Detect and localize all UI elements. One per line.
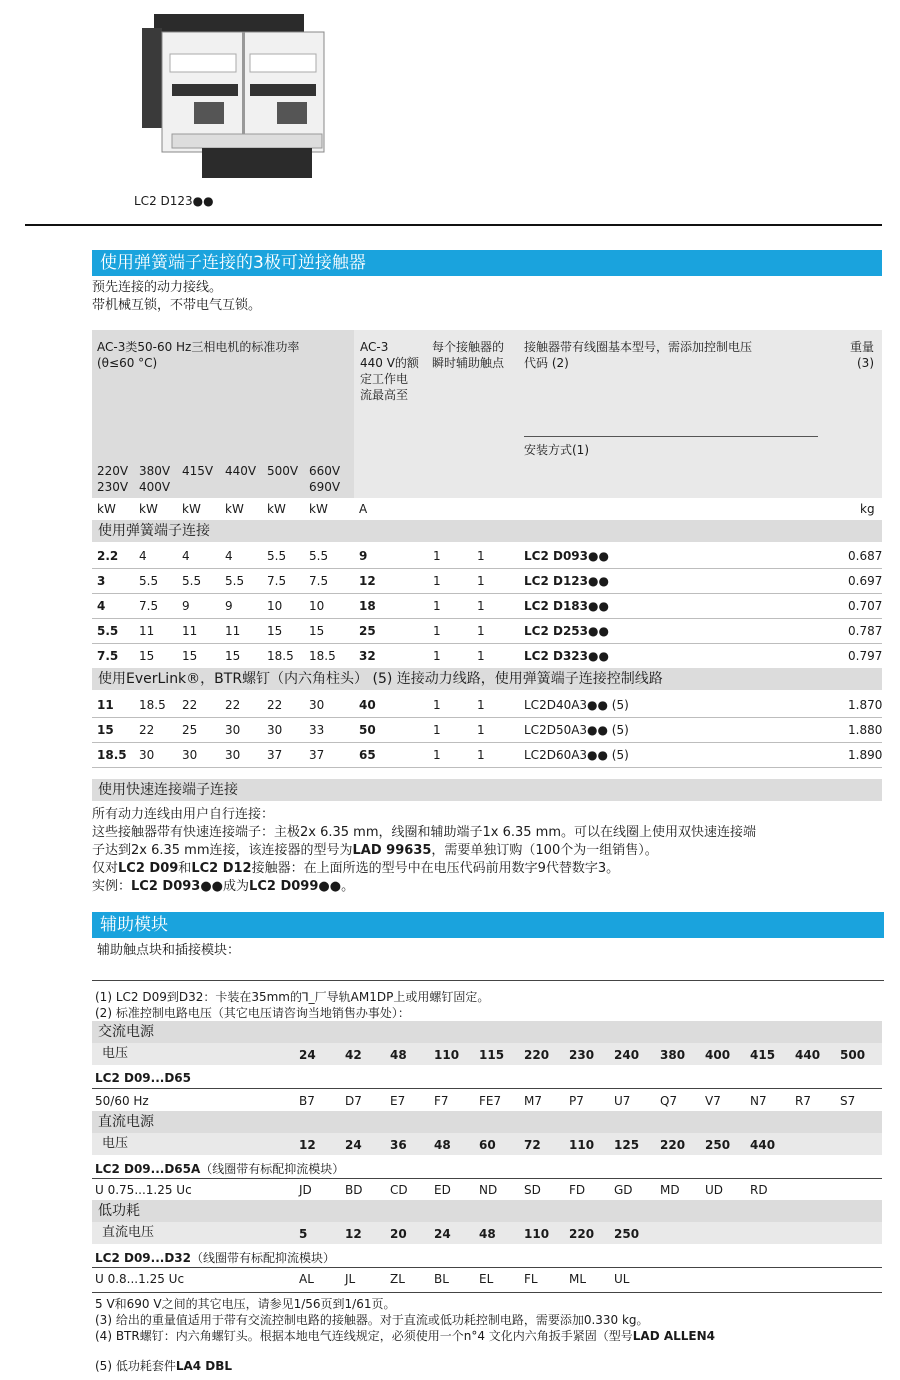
contactor-product-image [132,14,332,182]
voltage-value: 220 [524,1048,550,1062]
voltage-code: Q7 [660,1094,678,1108]
voltage-value: 5 [299,1227,308,1241]
aux-contact-cell: 1 [477,748,485,762]
power-cell: 7.5 [139,599,159,613]
volt-bottom: 400V [139,480,171,494]
volt-top: 660V [309,464,341,478]
power-cell: 11 [182,624,198,638]
aux-contact-cell: 1 [477,624,485,638]
table-row [92,543,882,569]
weight-cell: 0.697 [848,574,883,588]
header-weight-2: (3) [857,356,874,370]
current-cell: 32 [359,649,376,663]
weight-cell: 0.787 [848,624,883,638]
power-cell: 4 [225,549,233,563]
voltage-value: 240 [614,1048,640,1062]
volt-bottom: 690V [309,480,341,494]
voltage-value: 250 [705,1138,731,1152]
power-cell: 25 [182,723,198,737]
footnote-5: (5) 低功耗套件LA4 DBL [95,1359,233,1373]
current-cell: 50 [359,723,376,737]
voltage-code: GD [614,1183,633,1197]
dc-u-range: U 0.75...1.25 Uc [95,1183,192,1197]
aux-contact-cell: 1 [433,748,441,762]
volt-top: 500V [267,464,299,478]
header-weight-1: 重量 [850,340,875,354]
current-cell: 25 [359,624,376,638]
weight-cell: 1.870 [848,698,883,712]
voltage-code: U7 [614,1094,631,1108]
voltage-value: 440 [750,1138,776,1152]
units-row [92,498,882,520]
rule [92,1178,882,1179]
voltage-code: FL [524,1272,538,1286]
power-cell: 3 [97,574,106,588]
weight-cell: 0.797 [848,649,883,663]
voltage-value: 110 [524,1227,550,1241]
voltage-value: 500 [840,1048,866,1062]
power-cell: 2.2 [97,549,119,563]
power-cell: 11 [225,624,241,638]
note-2: (2) 标准控制电路电压（其它电压请咨询当地销售办事处）： [95,1006,410,1020]
quick-line-2: 这些接触器带有快速连接端子：主极2x 6.35 mm，线圈和辅助端子1x 6.35 mm。可以在线圈上使用双快速连接端 [92,825,757,840]
voltage-code: V7 [705,1094,721,1108]
aux-contact-cell: 1 [477,698,485,712]
power-cell: 9 [182,599,190,613]
voltage-code: RD [750,1183,768,1197]
voltage-value: 24 [345,1138,362,1152]
voltage-value: 48 [479,1227,496,1241]
volt-top: 380V [139,464,171,478]
voltage-value: 125 [614,1138,640,1152]
power-cell: 11 [139,624,155,638]
voltage-value: 12 [299,1138,316,1152]
reference-cell: LC2D50A3●● (5) [524,723,629,737]
power-cell: 22 [267,698,283,712]
voltage-code: BL [434,1272,449,1286]
power-cell: 18.5 [267,649,294,663]
power-cell: 5.5 [182,574,202,588]
rule [92,1267,882,1268]
aux-title-bar: 辅助模块 [92,912,884,938]
voltage-code: E7 [390,1094,406,1108]
voltage-value: 36 [390,1138,407,1152]
voltage-code: ML [569,1272,587,1286]
voltage-code: SD [524,1183,541,1197]
table-row [92,742,882,768]
voltage-value: 250 [614,1227,640,1241]
volt-top: 220V [97,464,129,478]
header-aux-1: 每个接触器的 [432,340,505,354]
section-desc-1: 预先连接的动力接线。 [92,280,223,295]
power-cell: 22 [182,698,198,712]
header-power-temp: (θ≤60 °C) [97,356,158,370]
voltage-value: 48 [434,1138,451,1152]
ac-range: LC2 D09...D65 [95,1071,191,1085]
rule [92,1292,882,1293]
lp-range: LC2 D09...D32（线圈带有标配抑流模块） [95,1251,335,1265]
aux-subtitle: 辅助触点块和插接模块： [97,943,241,958]
power-cell: 30 [309,698,325,712]
aux-contact-cell: 1 [433,549,441,563]
footnote-3: (3) 给出的重量值适用于带有交流控制电路的接触器。对于直流或低功耗控制电路，需要添加0.330 kg。 [95,1313,649,1327]
voltage-code: FE7 [479,1094,502,1108]
power-cell: 10 [309,599,325,613]
table-row [92,618,882,644]
power-cell: 11 [97,698,114,712]
power-cell: 4 [139,549,147,563]
low-power-title: 低功耗 [92,1200,882,1222]
power-cell: 22 [225,698,241,712]
power-cell: 4 [182,549,190,563]
weight-cell: 1.880 [848,723,883,737]
ac-frequency: 50/60 Hz [95,1094,149,1108]
current-cell: 40 [359,698,376,712]
current-cell: 12 [359,574,376,588]
rule [92,1088,882,1089]
voltage-code: FD [569,1183,586,1197]
unit: kW [225,502,244,516]
header-current-3: 定工作电 [360,372,409,386]
header-ref-1: 接触器带有线圈基本型号，需添加控制电压 [524,340,753,354]
voltage-value: 220 [569,1227,595,1241]
voltage-code: JL [345,1272,356,1286]
voltage-value: 110 [434,1048,460,1062]
power-cell: 7.5 [309,574,329,588]
voltage-code: S7 [840,1094,856,1108]
aux-contact-cell: 1 [433,649,441,663]
table-row [92,643,882,669]
voltage-value: 24 [434,1227,451,1241]
power-cell: 7.5 [267,574,287,588]
rule [92,980,884,981]
reference-cell: LC2 D183●● [524,599,609,613]
voltage-value: 48 [390,1048,407,1062]
footnote-voltages: 5 V和690 V之间的其它电压，请参见1/56页到1/61页。 [95,1297,396,1311]
voltage-value: 24 [299,1048,316,1062]
reference-cell: LC2 D123●● [524,574,609,588]
voltage-value: 110 [569,1138,595,1152]
power-cell: 7.5 [97,649,119,663]
volt-top: 415V [182,464,214,478]
header-aux-2: 瞬时辅助触点 [432,356,505,370]
footnote-4: (4) BTR螺钉：内六角螺钉头。根据本地电气连线规定，必须使用一个n°4 文化内六角扳手紧固（型号LAD ALLEN4 [95,1329,716,1343]
voltage-code: N7 [750,1094,767,1108]
aux-contact-cell: 1 [433,624,441,638]
voltage-value: 400 [705,1048,731,1062]
power-cell: 30 [225,723,241,737]
ac-supply-title: 交流电源 [92,1021,882,1043]
current-cell: 65 [359,748,376,762]
voltage-code: D7 [345,1094,362,1108]
power-cell: 30 [139,748,155,762]
power-cell: 18.5 [139,698,166,712]
note-1: (1) LC2 D09到D32：卡装在35mm的⅂_厂导轨AM1DP上或用螺钉固定。 [95,990,490,1004]
power-cell: 37 [267,748,283,762]
power-cell: 10 [267,599,283,613]
header-current-1: AC-3 [360,340,389,354]
unit: kW [182,502,201,516]
power-cell: 15 [97,723,114,737]
volt-bottom: 230V [97,480,129,494]
table-row [92,717,882,743]
mount-rule [524,436,818,437]
unit: kW [267,502,286,516]
voltage-code: EL [479,1272,494,1286]
power-cell: 15 [309,624,325,638]
dc-supply-title: 直流电源 [92,1111,882,1133]
table-row [92,593,882,619]
power-cell: 18.5 [309,649,336,663]
aux-contact-cell: 1 [433,574,441,588]
product-caption: LC2 D123●● [134,194,214,208]
power-cell: 30 [267,723,283,737]
current-cell: 18 [359,599,376,613]
lp-u-range: U 0.8...1.25 Uc [95,1272,185,1286]
header-power: AC-3类50-60 Hz三相电机的标准功率 [97,340,300,354]
aux-contact-cell: 1 [477,723,485,737]
aux-contact-cell: 1 [433,698,441,712]
voltage-value: 220 [660,1138,686,1152]
header-current-2: 440 V的额 [360,356,419,370]
power-cell: 18.5 [97,748,127,762]
aux-contact-cell: 1 [433,723,441,737]
voltage-code: B7 [299,1094,315,1108]
voltage-code: M7 [524,1094,542,1108]
weight-cell: 0.707 [848,599,883,613]
voltage-value: 440 [795,1048,821,1062]
aux-contact-cell: 1 [477,549,485,563]
unit: kW [139,502,158,516]
weight-cell: 1.890 [848,748,883,762]
voltage-code: UL [614,1272,630,1286]
quick-line-4: 仅对LC2 D09和LC2 D12接触器：在上面所选的型号中在电压代码前用数字9代替数字3。 [92,861,620,876]
power-cell: 15 [182,649,198,663]
power-cell: 5.5 [97,624,119,638]
current-cell: 9 [359,549,368,563]
volt-top: 440V [225,464,257,478]
power-cell: 15 [267,624,283,638]
voltage-code: ND [479,1183,498,1197]
power-cell: 30 [182,748,198,762]
voltage-value: 415 [750,1048,776,1062]
unit: kW [97,502,116,516]
voltage-value: 230 [569,1048,595,1062]
power-cell: 5.5 [267,549,287,563]
voltage-code: R7 [795,1094,811,1108]
group-everlink: 使用EverLink®，BTR螺钉（内六角柱头） (5) 连接动力线路，使用弹簧端子连接控制线路 [92,668,882,690]
group-spring-terminal: 使用弹簧端子连接 [92,520,882,542]
voltage-code: P7 [569,1094,584,1108]
reference-cell: LC2D40A3●● (5) [524,698,629,712]
voltage-value: 72 [524,1138,541,1152]
voltage-header [92,464,354,498]
power-cell: 33 [309,723,325,737]
voltage-value: 380 [660,1048,686,1062]
table-row [92,692,882,718]
voltage-code: UD [705,1183,724,1197]
weight-cell: 0.687 [848,549,883,563]
voltage-value: 12 [345,1227,362,1241]
section-title-bar: 使用弹簧端子连接的3极可逆接触器 [92,250,882,276]
quick-line-1: 所有动力连线由用户自行连接： [92,807,275,822]
aux-contact-cell: 1 [433,599,441,613]
power-cell: 5.5 [225,574,245,588]
voltage-code: BD [345,1183,363,1197]
power-cell: 37 [309,748,325,762]
quick-connect-title: 使用快速连接端子连接 [92,779,882,801]
voltage-code: ED [434,1183,451,1197]
voltage-code: ZL [390,1272,405,1286]
unit: A [359,502,368,516]
voltage-code: JD [299,1183,312,1197]
power-cell: 4 [97,599,106,613]
section-desc-2: 带机械互锁，不带电气互锁。 [92,298,262,313]
dc-voltage-row: 电压 [92,1133,882,1155]
voltage-code: AL [299,1272,314,1286]
reference-cell: LC2D60A3●● (5) [524,748,629,762]
power-cell: 30 [225,748,241,762]
voltage-value: 20 [390,1227,407,1241]
lp-voltage-row: 直流电压 [92,1222,882,1244]
header-current-4: 流最高至 [360,388,409,402]
dc-range: LC2 D09...D65A（线圈带有标配抑流模块） [95,1162,345,1176]
voltage-code: MD [660,1183,680,1197]
aux-contact-cell: 1 [477,574,485,588]
power-cell: 22 [139,723,155,737]
unit: kW [309,502,328,516]
power-cell: 15 [139,649,155,663]
quick-line-5: 实例：LC2 D093●●成为LC2 D099●●。 [92,879,355,894]
power-cell: 9 [225,599,233,613]
header-ref-2: 代码 (2) [524,356,569,370]
ac-voltage-row: 电压 [92,1043,882,1065]
divider [25,224,882,226]
header-mount: 安装方式(1) [524,443,589,457]
reference-cell: LC2 D253●● [524,624,609,638]
reference-cell: LC2 D093●● [524,549,609,563]
aux-contact-cell: 1 [477,599,485,613]
quick-line-3: 子达到2x 6.35 mm连接，该连接器的型号为LAD 99635，需要单独订购（100个为一组销售）。 [92,843,658,858]
power-cell: 5.5 [309,549,329,563]
voltage-value: 42 [345,1048,362,1062]
table-row [92,568,882,594]
power-cell: 5.5 [139,574,159,588]
power-cell: 15 [225,649,241,663]
voltage-code: F7 [434,1094,449,1108]
voltage-value: 60 [479,1138,496,1152]
voltage-value: 115 [479,1048,505,1062]
aux-contact-cell: 1 [477,649,485,663]
unit: kg [860,502,875,516]
reference-cell: LC2 D323●● [524,649,609,663]
voltage-code: CD [390,1183,408,1197]
